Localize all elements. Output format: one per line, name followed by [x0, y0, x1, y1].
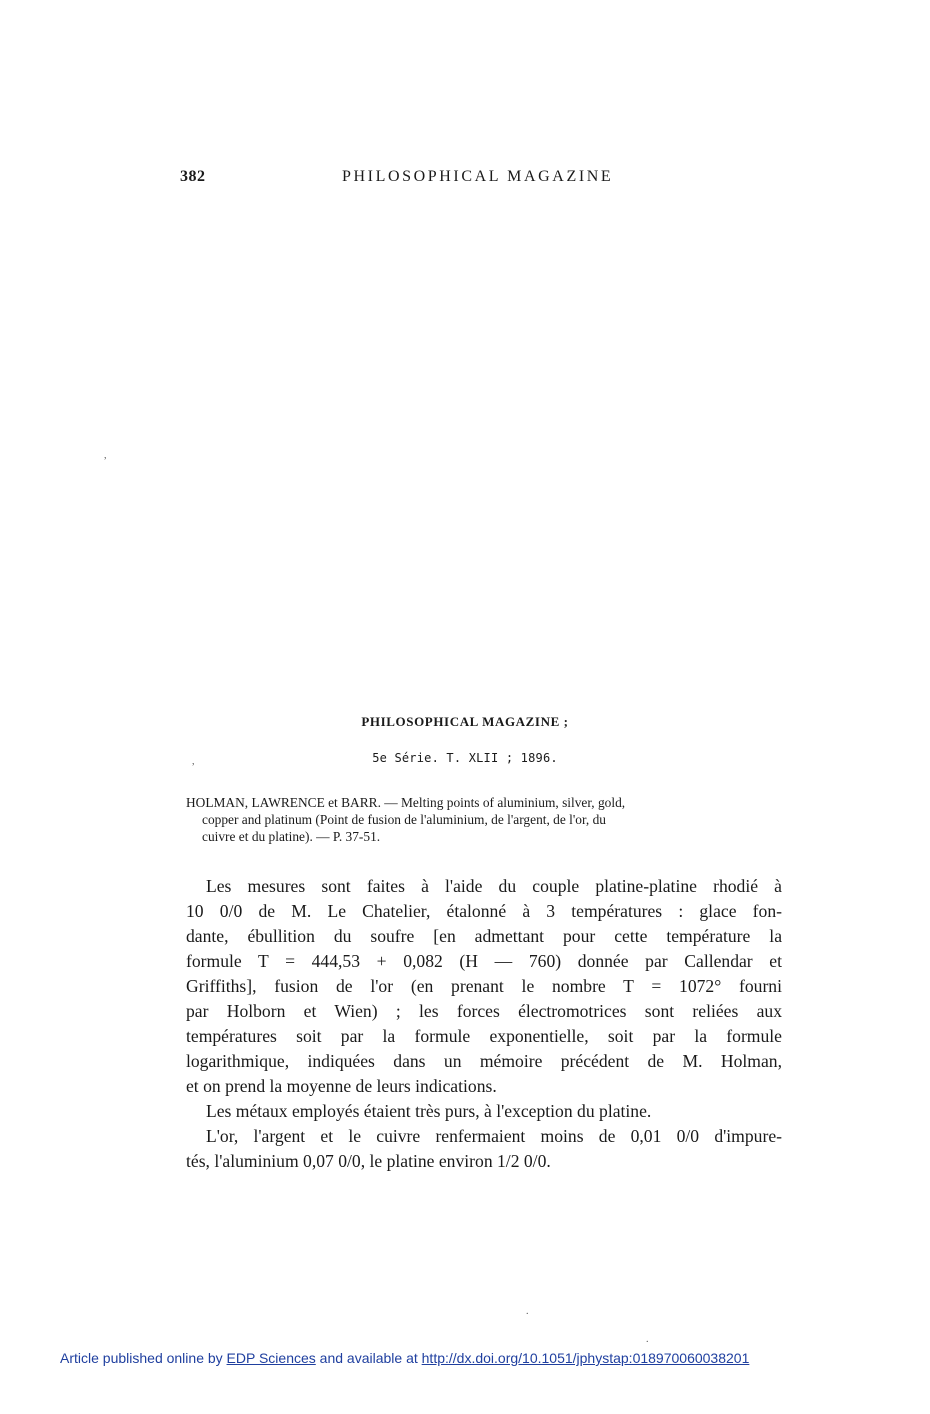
- footer-prefix: Article published online by: [60, 1350, 223, 1366]
- stray-mark: .: [526, 1306, 529, 1317]
- running-head: [180, 168, 780, 190]
- footer-middle: and available at: [319, 1350, 418, 1366]
- series-info: 5e Série. T. XLII ; 1896.: [372, 751, 558, 765]
- citation-line: HOLMAN, LAWRENCE et BARR. — Melting points of aluminium, silver, gold,: [186, 795, 626, 810]
- citation-line: cuivre et du platine). — P. 37-51.: [202, 829, 381, 844]
- body-line: et on prend la moyenne de leurs indications.: [186, 1076, 497, 1096]
- publication-footer: [60, 1350, 920, 1366]
- body-line: L'or, l'argent et le cuivre renfermaient moins de 0,01 0/0 d'impure-: [206, 1126, 782, 1146]
- body-line: logarithmique, indiquées dans un mémoire précédent de M. Holman,: [186, 1051, 782, 1071]
- body-line: températures soit par la formule exponentielle, soit par la formule: [186, 1026, 782, 1046]
- body-line: tés, l'aluminium 0,07 0/0, le platine environ 1/2 0/0.: [186, 1151, 551, 1171]
- body-line: 10 0/0 de M. Le Chatelier, étalonné à 3 températures : glace fon-: [186, 901, 782, 921]
- running-head-title: PHILOSOPHICAL MAGAZINE: [342, 168, 614, 185]
- body-line: Les métaux employés étaient très purs, à l'exception du platine.: [206, 1101, 652, 1121]
- body-line: Les mesures sont faites à l'aide du couple platine-platine rhodié à: [206, 876, 782, 896]
- citation: [186, 794, 782, 845]
- page-number: 382: [180, 168, 206, 185]
- article-body: [186, 874, 782, 1174]
- body-line: Griffiths], fusion de l'or (en prenant le nombre T = 1072° fourni: [186, 976, 782, 996]
- stray-mark: .: [646, 1334, 649, 1345]
- stray-mark: ,: [192, 756, 195, 767]
- publisher-link[interactable]: EDP Sciences: [226, 1350, 316, 1366]
- body-line: formule T = 444,53 + 0,082 (H — 760) donnée par Callendar et: [186, 951, 782, 971]
- stray-mark: ,: [104, 450, 107, 461]
- citation-line: copper and platinum (Point de fusion de l'aluminium, de l'argent, de l'or, du: [202, 812, 607, 827]
- doi-link[interactable]: http://dx.doi.org/10.1051/jphystap:018970060038201: [421, 1350, 750, 1366]
- section-title: PHILOSOPHICAL MAGAZINE ;: [361, 714, 569, 729]
- body-line: dante, ébullition du soufre [en admettant pour cette température la: [186, 926, 782, 946]
- body-line: par Holborn et Wien) ; les forces électromotrices sont reliées aux: [186, 1001, 782, 1021]
